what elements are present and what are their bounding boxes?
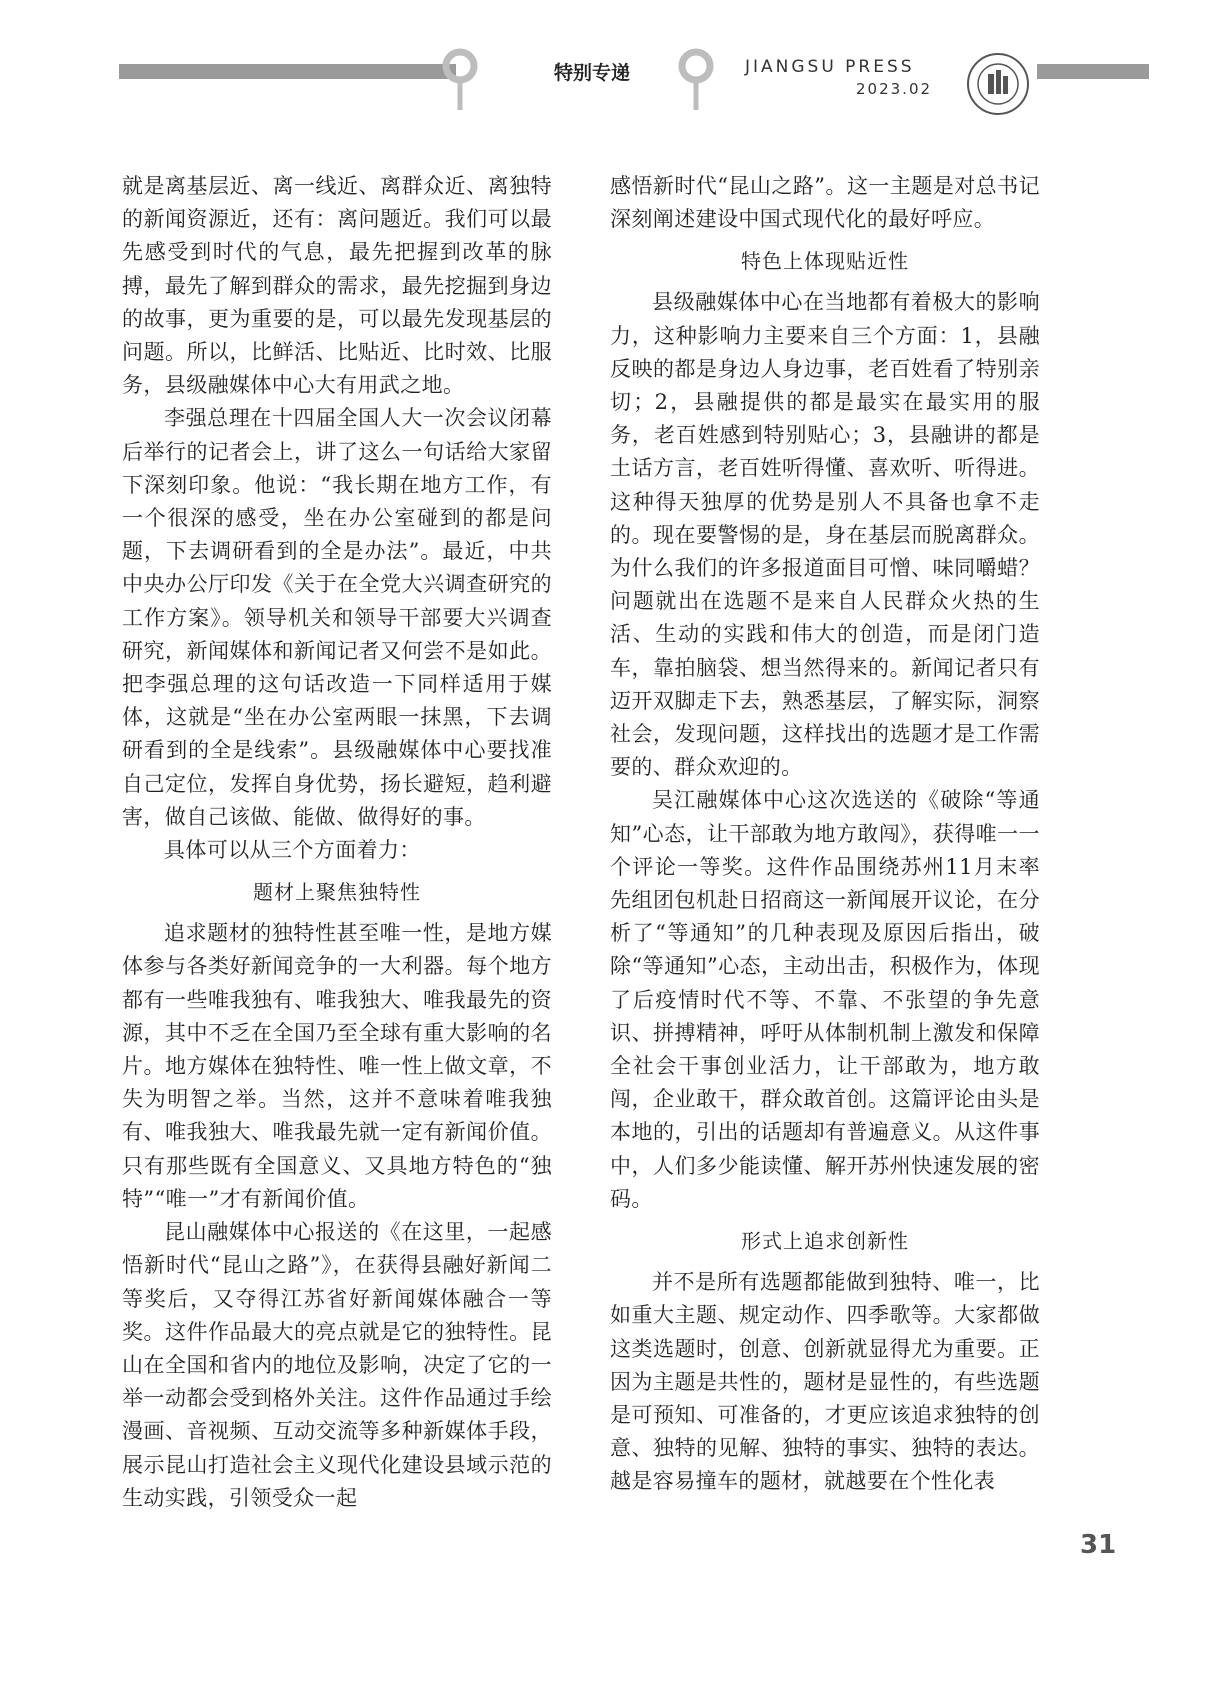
right-column	[610, 170, 1040, 1499]
paragraph: 具体可以从三个方面着力：	[164, 838, 421, 863]
header-bar-left	[119, 64, 456, 79]
page-number: 31	[1080, 1530, 1117, 1560]
paragraph: 李强总理在十四届全国人大一次会议闭幕后举行的记者会上，讲了这么一句话给大家留下深刻印象。他说：“我长期在地方工作，有一个很深的感受，坐在办公室碰到的都是问题，下去调研看到的全是办法”。最近，中共中央办公厅印发《关于在全党大兴调查研究的工作方案》。领导机关和领导干部要大兴调查研究，新闻媒体和新闻记者又何尝不是如此。把李强总理的这句话改造一下同样适用于媒体，这就是“坐在办公室两眼一抹黑，下去调研看到的全是线索”。县级融媒体中心要找准自己定位，发挥自身优势，扬长避短，趋利避害，做自己该做、能做、做得好的事。	[122, 406, 552, 829]
header-bar-right	[1037, 64, 1149, 79]
section-heading: 题材上聚焦独特性	[253, 880, 421, 905]
paragraph: 就是离基层近、离一线近、离群众近、离独特的新闻资源近，还有：离问题近。我们可以最先感受到时代的气息，最先把握到改革的脉搏，最先了解到群众的需求，最先挖掘到身边的故事，更为重要的是，可以最先发现基层的问题。所以，比鲜活、比贴近、比时效、比服务，县级融媒体中心大有用武之地。	[122, 174, 552, 398]
paragraph: 吴江融媒体中心这次选送的《破除“等通知”心态，让干部敢为地方敢闯》，获得唯一一个评论一等奖。这件作品围绕苏州11月末率先组团包机赴日招商这一新闻展开议论，在分析了“等通知”的几种表现及原因后指出，破除“等通知”心态，主动出击，积极作为，体现了后疫情时代不等、不靠、不张望的争先意识、拼搏精神，呼吁从体制机制上激发和保障全社会干事创业活力，让干部敢为，地方敢闯，企业敢干，群众敢首创。这篇评论由头是本地的，引出的话题却有普遍意义。从这件事中，人们多少能读懂、解开苏州快速发展的密码。	[610, 788, 1040, 1211]
left-column	[122, 170, 552, 1515]
paragraph: 县级融媒体中心在当地都有着极大的影响力，这种影响力主要来自三个方面：1，县融反映的都是身边人身边事，老百姓看了特别亲切；2，县融提供的都是最实在最实用的服务，老百姓感到特别贴心；3，县融讲的都是土话方言，老百姓听得懂、喜欢听、听得进。这种得天独厚的优势是别人不具备也拿不走的。现在要警惕的是，身在基层而脱离群众。为什么我们的许多报道面目可憎、味同嚼蜡？问题就出在选题不是来自人民群众火热的生活、生动的实践和伟大的创造，而是闭门造车，靠拍脑袋、想当然得来的。新闻记者只有迈开双脚走下去，熟悉基层，了解实际，洞察社会，发现问题，这样找出的选题才是工作需要的、群众欢迎的。	[610, 290, 1040, 780]
pin-icon	[440, 48, 480, 114]
issue-number: 2023.02	[856, 80, 933, 98]
section-heading: 特色上体现贴近性	[741, 249, 909, 274]
paragraph: 并不是所有选题都能做到独特、唯一，比如重大主题、规定动作、四季歌等。大家都做这类选题时，创意、创新就显得尤为重要。正因为主题是共性的，题材是显性的，有些选题是可预知、可准备的，才更应该追求独特的创意、独特的见解、独特的事实、独特的表达。越是容易撞车的题材，就越要在个性化表	[610, 1270, 1040, 1494]
paragraph: 昆山融媒体中心报送的《在这里，一起感悟新时代“昆山之路”》，在获得县融好新闻二等奖后，又夺得江苏省好新闻媒体融合一等奖。这件作品最大的亮点就是它的独特性。昆山在全国和省内的地位及影响，决定了它的一举一动都会受到格外关注。这件作品通过手绘漫画、音视频、互动交流等多种新媒体手段，展示昆山打造社会主义现代化建设县域示范的生动实践，引领受众一起	[122, 1220, 552, 1510]
section-title: 特别专递	[553, 62, 630, 84]
section-heading: 形式上追求创新性	[741, 1229, 909, 1254]
paragraph: 追求题材的独特性甚至唯一性，是地方媒体参与各类好新闻竞争的一大利器。每个地方都有一些唯我独有、唯我独大、唯我最先的资源，其中不乏在全国乃至全球有重大影响的名片。地方媒体在独特性、唯一性上做文章，不失为明智之举。当然，这并不意味着唯我独有、唯我独大、唯我最先就一定有新闻价值。只有那些既有全国意义、又具地方特色的“独特”“唯一”才有新闻价值。	[122, 921, 552, 1211]
journal-name: JIANGSU PRESS	[745, 57, 915, 77]
paragraph: 感悟新时代“昆山之路”。这一主题是对总书记深刻阐述建设中国式现代化的最好呼应。	[610, 174, 1040, 232]
association-logo	[966, 52, 1030, 116]
pin-icon	[676, 48, 716, 114]
